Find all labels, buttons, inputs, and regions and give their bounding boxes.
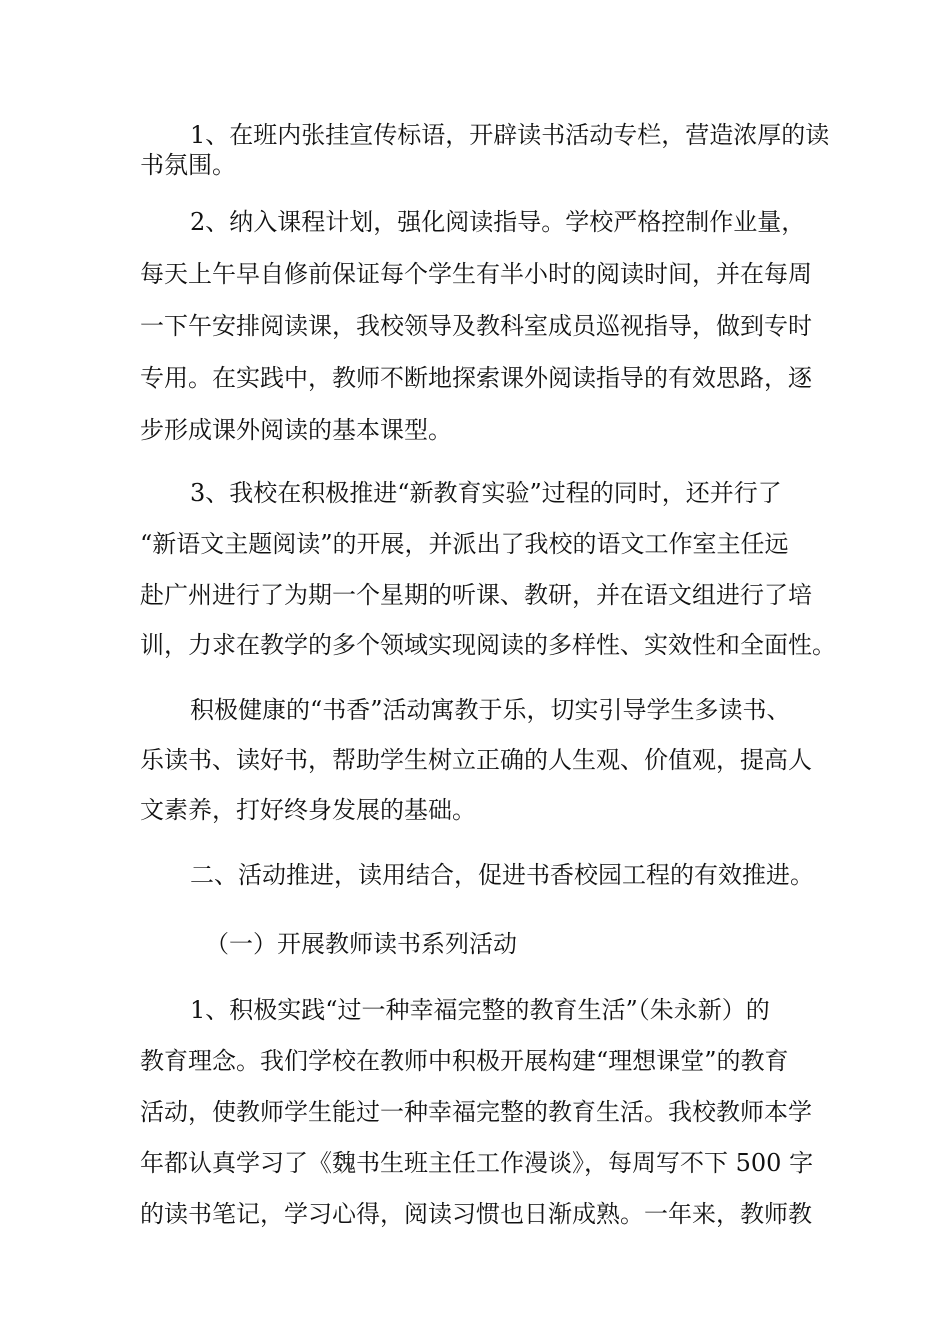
paragraph-2-line-2: 每天上午早自修前保证每个学生有半小时的阅读时间，并在每周 [140,260,812,288]
paragraph-5-line-5: 的读书笔记，学习心得，阅读习惯也日渐成熟。一年来，教师教 [140,1200,812,1228]
paragraph-2-line-4: 专用。在实践中，教师不断地探索课外阅读指导的有效思路，逐 [140,364,812,392]
paragraph-4-line-2: 乐读书、读好书，帮助学生树立正确的人生观、价值观，提高人 [140,746,812,774]
paragraph-4-line-3: 文素养，打好终身发展的基础。 [140,796,476,824]
paragraph-5-line-3: 活动，使教师学生能过一种幸福完整的教育生活。我校教师本学 [140,1098,812,1126]
paragraph-2-line-5: 步形成课外阅读的基本课型。 [140,416,452,444]
paragraph-5-line-4: 年都认真学习了《魏书生班主任工作漫谈》，每周写不下 500 字 [140,1149,814,1177]
paragraph-4-line-1: 积极健康的“书香”活动寓教于乐，切实引导学生多读书、 [190,696,791,724]
paragraph-3-line-4: 训，力求在教学的多个领域实现阅读的多样性、实效性和全面性。 [140,631,836,659]
paragraph-5-line-1: 1、积极实践“过一种幸福完整的教育生活”（朱永新）的 [190,996,770,1024]
paragraph-1-line-2: 书氛围。 [140,151,236,179]
paragraph-3-line-1: 3、我校在积极推进“新教育实验”过程的同时，还并行了 [190,479,782,507]
section-heading: 二、活动推进，读用结合，促进书香校园工程的有效推进。 [190,861,814,889]
paragraph-3-line-3: 赴广州进行了为期一个星期的听课、教研，并在语文组进行了培 [140,581,812,609]
subsection-heading: （一）开展教师读书系列活动 [205,930,517,958]
paragraph-1-line-1: 1、在班内张挂宣传标语，开辟读书活动专栏，营造浓厚的读 [190,121,830,149]
paragraph-5-line-2: 教育理念。我们学校在教师中积极开展构建“理想课堂”的教育 [140,1047,789,1075]
paragraph-2-line-3: 一下午安排阅读课，我校领导及教科室成员巡视指导，做到专时 [140,312,812,340]
paragraph-3-line-2: “新语文主题阅读”的开展，并派出了我校的语文工作室主任远 [140,530,789,558]
paragraph-2-line-1: 2、纳入课程计划，强化阅读指导。学校严格控制作业量， [190,208,806,236]
